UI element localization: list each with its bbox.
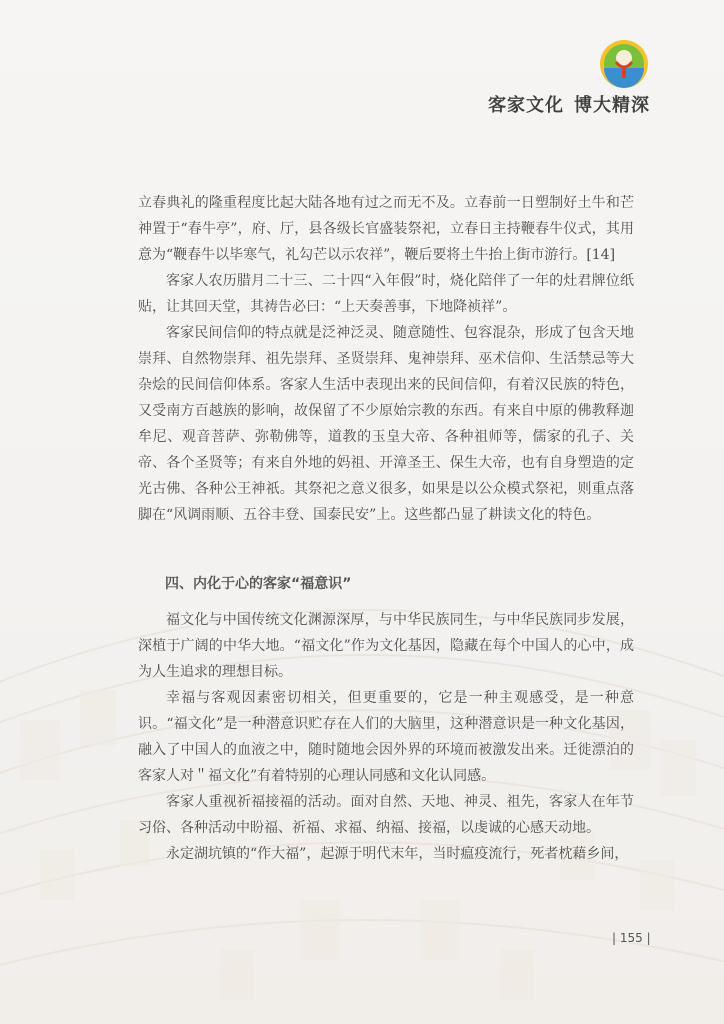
body-text-bottom: [138, 607, 634, 867]
page-number: | 155 |: [612, 931, 651, 945]
paragraph-folk-belief: 客家民间信仰的特点就是泛神泛灵、随意随性、包容混杂，形成了包含天地崇拜、自然物崇拜、祖先崇拜、圣贤崇拜、鬼神崇拜、巫术信仰、生活禁忌等大杂烩的民间信仰体系。客家人生活中表现出来的民间信仰，有着汉民族的特色，又受南方百越族的影响，故保留了不少原始宗教的东西。有来自中原的佛教释迦牟尼、观音菩萨、弥勒佛等，道教的玉皇大帝、各种祖师等，儒家的孔子、关帝、各个圣贤等；有来自外地的妈祖、开漳圣王、保生大帝，也有自身塑造的定光古佛、各种公王神祇。其祭祀之意义很多，如果是以公众模式祭祀，则重点落脚在“风调雨顺、五谷丰登、国泰民安”上。这些都凸显了耕读文化的特色。: [138, 325, 634, 523]
logo-emblem: [598, 38, 650, 90]
body-text-top: [138, 190, 634, 528]
paragraph-fortune-culture: 福文化与中国传统文化渊源深厚，与中华民族同生，与中华民族同步发展，深植于广阔的中华大地。“福文化”作为文化基因，隐藏在每个中国人的心中，成为人生追求的理想目标。: [138, 612, 634, 680]
brand-title-part2: 博大精深: [574, 95, 650, 116]
section-heading: 四、内化于心的客家“福意识”: [165, 576, 352, 592]
paragraph-happiness: 幸福与客观因素密切相关，但更重要的，它是一种主观感受，是一种意识。“福文化”是一种潜意识贮存在人们的大脑里，这种潜意识是一种文化基因，融入了中国人的血液之中，随时随地会因外界的环境而被激发出来。迁徙漂泊的客家人对＂福文化”有着特别的心理认同感和文化认同感。: [138, 690, 634, 784]
paragraph-hukeng-festival: 永定湖坑镇的“作大福”，起源于明代末年，当时瘟疫流行，死者枕藉乡间，: [166, 846, 629, 862]
brand-title: [0, 91, 650, 117]
brand-title-part1: 客家文化: [488, 95, 564, 116]
paragraph-spring-ceremony: 立春典礼的隆重程度比起大陆各地有过之而无不及。立春前一日塑制好土牛和芒神置于“春牛亭”，府、厅，县各级长官盛装祭祀，立春日主持鞭春牛仪式，其用意为“鞭春牛以毕寒气，礼勾芒以示农祥”，鞭后要将土牛抬上街市游行。[14]: [138, 195, 634, 263]
paragraph-blessing-activities: 客家人重视祈福接福的活动。面对自然、天地、神灵、祖先，客家人在年节习俗、各种活动中盼福、祈福、求福、纳福、接福，以虔诚的心感天动地。: [138, 794, 634, 836]
paragraph-kitchen-god: 客家人农历腊月二十三、二十四“入年假”时，烧化陪伴了一年的灶君牌位纸贴，让其回天堂，其祷告必曰：“上天奏善事，下地降祯祥”。: [138, 273, 634, 315]
